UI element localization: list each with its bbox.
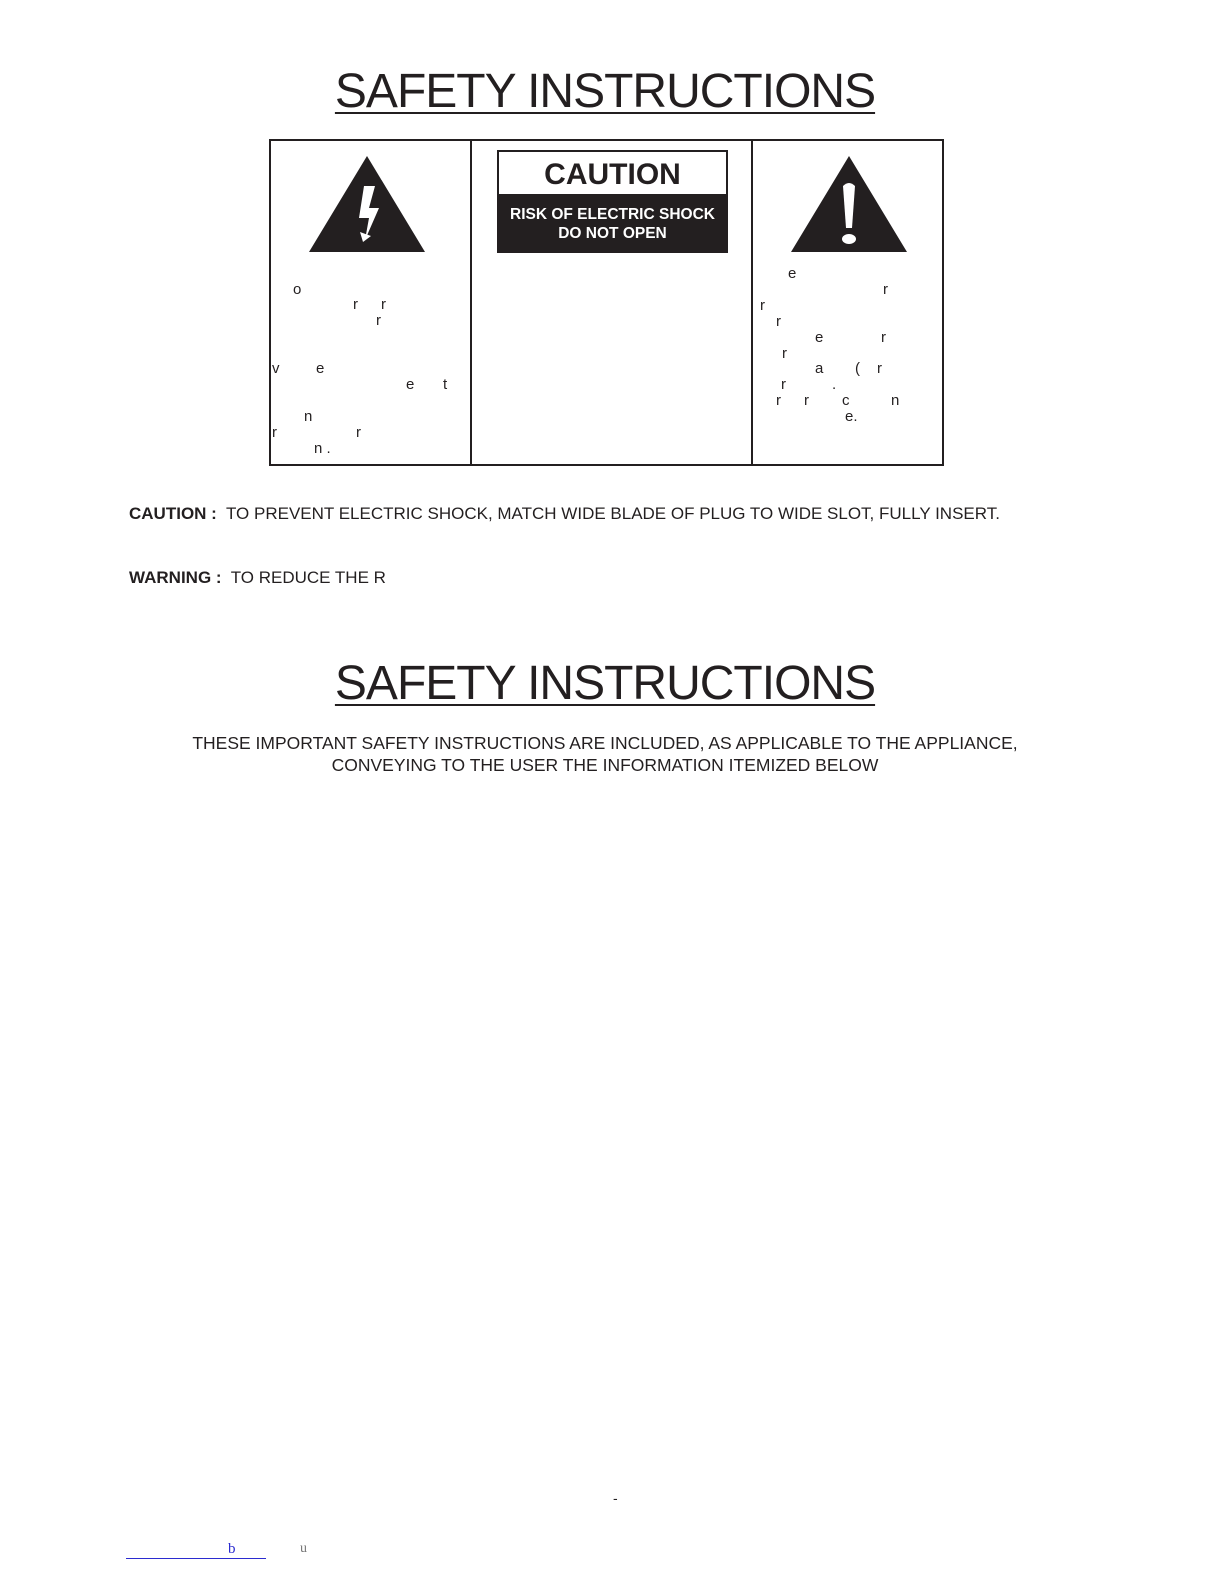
text-fragment: e (815, 329, 824, 346)
text-fragment: c (842, 392, 850, 409)
text-fragment: n (891, 392, 900, 409)
text-fragment: ( (855, 360, 860, 377)
text-fragment: a (815, 360, 824, 377)
text-fragment: e (316, 360, 325, 377)
warning-prefix: WARNING : (129, 568, 222, 587)
section-subtitle (0, 732, 1210, 776)
text-fragment: r (881, 329, 886, 346)
text-fragment: r (804, 392, 809, 409)
text-fragment: r (877, 360, 882, 377)
divider (751, 141, 753, 464)
caution-label (497, 150, 728, 253)
lightning-warning-icon (309, 156, 425, 253)
text-fragment: r (376, 312, 381, 329)
warning-text: TO REDUCE THE R (230, 568, 386, 587)
footer-link[interactable] (126, 1541, 266, 1559)
text-fragment: n . (314, 440, 331, 457)
page-title: SAFETY INSTRUCTIONS (334, 65, 876, 118)
text-fragment: e (788, 265, 797, 282)
subtitle-line-2: CONVEYING TO THE USER THE INFORMATION ITEMIZED BELOW (331, 755, 879, 775)
page-number: - (613, 1490, 618, 1506)
text-fragment: r (353, 296, 358, 313)
text-fragment: r (782, 345, 787, 362)
text-fragment: r (781, 376, 786, 393)
text-fragment: r (272, 424, 277, 441)
caution-line-2: DO NOT OPEN (558, 225, 667, 242)
subtitle-line-1: THESE IMPORTANT SAFETY INSTRUCTIONS ARE INCLUDED, AS APPLICABLE TO THE APPLIANCE, (192, 733, 1018, 753)
text-fragment: e. (845, 408, 858, 425)
section-title: SAFETY INSTRUCTIONS (334, 657, 876, 710)
text-fragment: . (832, 376, 837, 393)
text-fragment: r (883, 281, 888, 298)
text-fragment: v (272, 360, 280, 377)
caution-text: TO PREVENT ELECTRIC SHOCK, MATCH WIDE BLADE OF PLUG TO WIDE SLOT, FULLY INSERT. (225, 504, 1000, 523)
text-fragment: r (776, 313, 781, 330)
caution-band (499, 194, 726, 251)
text-fragment: t (443, 376, 448, 393)
caution-line-1: RISK OF ELECTRIC SHOCK (510, 206, 715, 223)
text-fragment: r (356, 424, 361, 441)
text-fragment: e (406, 376, 415, 393)
caution-prefix: CAUTION : (129, 504, 217, 523)
divider (470, 141, 472, 464)
text-fragment: n (304, 408, 313, 425)
caution-heading: CAUTION (544, 158, 681, 191)
warning-paragraph (129, 568, 386, 588)
text-fragment: o (293, 281, 302, 298)
footer-link-text[interactable]: b (228, 1541, 236, 1557)
text-fragment: r (381, 296, 386, 313)
footer-text: u (300, 1541, 307, 1556)
exclamation-warning-icon (791, 156, 907, 253)
caution-paragraph (129, 504, 1000, 524)
safety-symbols-table (269, 139, 944, 466)
text-fragment: r (760, 297, 765, 314)
text-fragment: r (776, 392, 781, 409)
